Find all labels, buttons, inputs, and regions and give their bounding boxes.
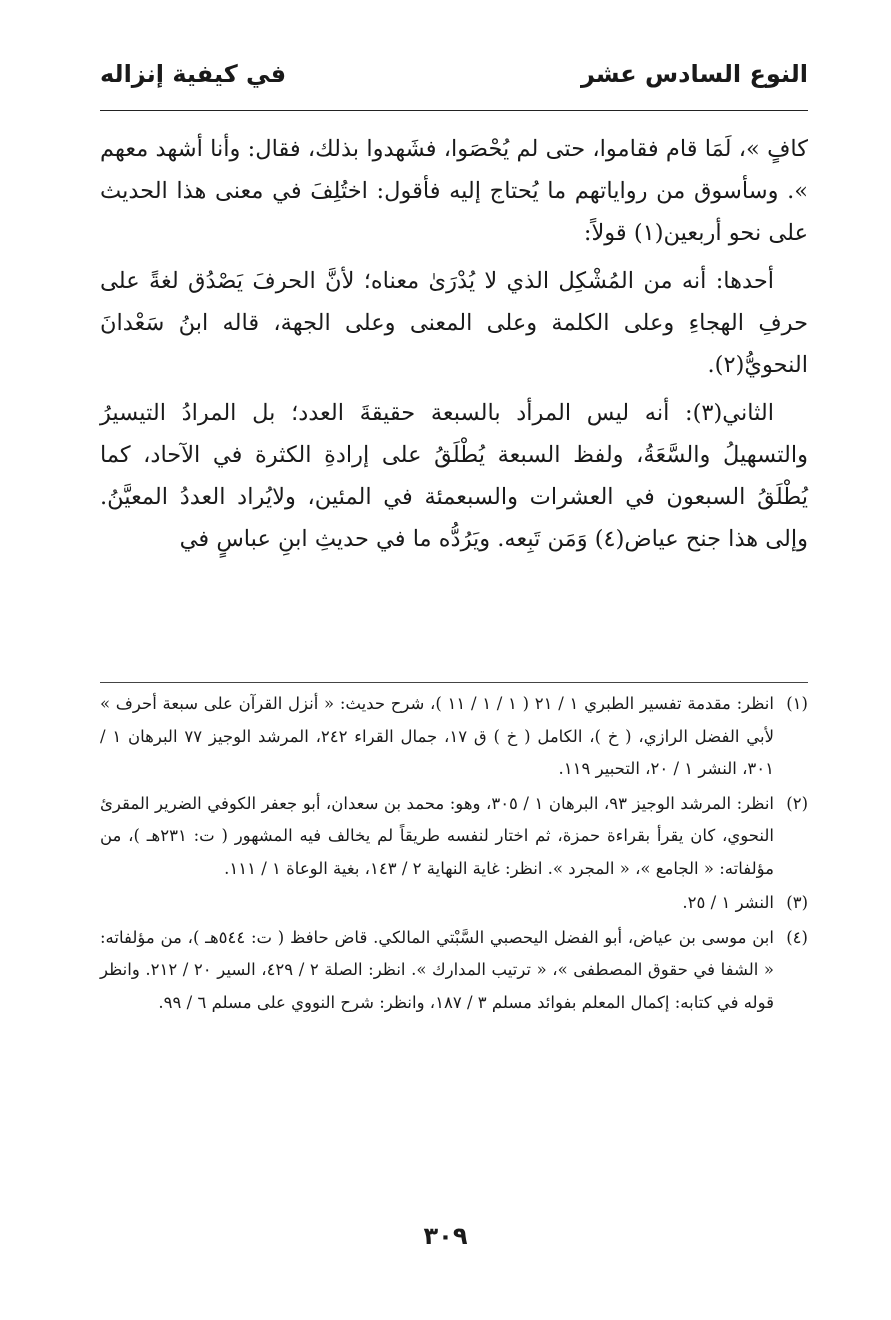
footnote-number: (٣): [786, 893, 808, 912]
paragraph: أحدها: أنه من المُشْكِل الذي لا يُدْرَىٰ معناه؛ لأنَّ الحرفَ يَصْدُق لغةً على حرفِ الهجاءِ وعلى الكلمة وعلى المعنى وعلى الجهة، قاله ابنُ سَعْدانَ النحويُّ(٢).: [100, 268, 808, 378]
paragraph: الثاني(٣): أنه ليس المرأد بالسبعة حقيقةَ العدد؛ بل المرادُ التيسيرُ والتسهيلُ والسَّعَةُ، ولفظ السبعة يُطْلَقُ على إرادةِ الكثرة في الآحاد، كما يُطْلَقُ السبعون في العشرات والسبعمئة في المئين، ولايُراد العددُ المعيَّنُ. وإلى هذا جنح عياض(٤) وَمَن تَبِعه. ويَرُدُّه ما في حديثِ ابنِ عباسٍ في: [100, 400, 808, 552]
footnote-divider: [100, 682, 808, 683]
footnotes: [100, 688, 808, 1021]
footnote: [100, 887, 808, 920]
section-title: في كيفية إنزاله: [100, 60, 287, 88]
chapter-title: النوع السادس عشر: [580, 60, 808, 88]
footnote: [100, 688, 808, 786]
main-text: [100, 128, 808, 560]
footnote-number: (٢): [786, 793, 808, 813]
footnote-text: النشر ١ / ٢٥.: [682, 893, 774, 912]
footnote-text: ابن موسى بن عياض، أبو الفضل اليحصبي السَّبْتي المالكي. قاض حافظ ( ت: ٥٤٤هـ )، من مؤلفاته: « الشفا في حقوق المصطفى »، « ترتيب المدارك ». انظر: الصلة ٢ / ٤٢٩، السير ٢٠ / ٢١٢. وانظر قوله في كتابه: إكمال المعلم بفوائد مسلم ٣ / ١٨٧، وانظر: شرح النووي على مسلم ٦ / ٩٩.: [100, 927, 774, 1012]
running-header: [100, 56, 808, 106]
footnote: [100, 788, 808, 886]
footnote-number: (١): [786, 694, 808, 713]
page-number: ٣٠٩: [423, 1222, 468, 1250]
footnote-text: انظر: المرشد الوجيز ٩٣، البرهان ١ / ٣٠٥، وهو: محمد بن سعدان، أبو جعفر الكوفي الضرير المقرئ النحوي، كان يقرأ بقراءة حمزة، ثم اختار لنفسه طريقاً لم يخالف فيه المشهور ( ت: ٢٣١هـ )، من مؤلفاته: « الجامع »، « المجرد ». انظر: غاية النهاية ٢ / ١٤٣، بغية الوعاة ١ / ١١١.: [100, 793, 774, 878]
footnote-number: (٤): [786, 927, 808, 947]
paragraph: كافٍ »، لَمَا قام فقاموا، حتى لم يُحْصَوا، فشَهدوا بذلك، فقال: وأنا أشهد معهم ». وسأسوق من رواياتهم ما يُحتاج إليه فأقول: اختُلِفَ في معنى هذا الحديث على نحو أربعين(١) قولاً:: [100, 136, 808, 246]
footnote-text: انظر: مقدمة تفسير الطبري ١ / ٢١ ( ١ / ١ / ١١ )، شرح حديث: « أنزل القرآن على سبعة أحرف » لأبي الفضل الرازي، ( خ )، الكامل ( خ ) ق ١٧، جمال القراء ٢٤٢، المرشد الوجيز ٧٧ البرهان ١ / ٣٠١، النشر ١ / ٢٠، التحبير ١١٩.: [100, 694, 774, 778]
footnote: [100, 922, 808, 1020]
header-divider: [100, 110, 808, 111]
